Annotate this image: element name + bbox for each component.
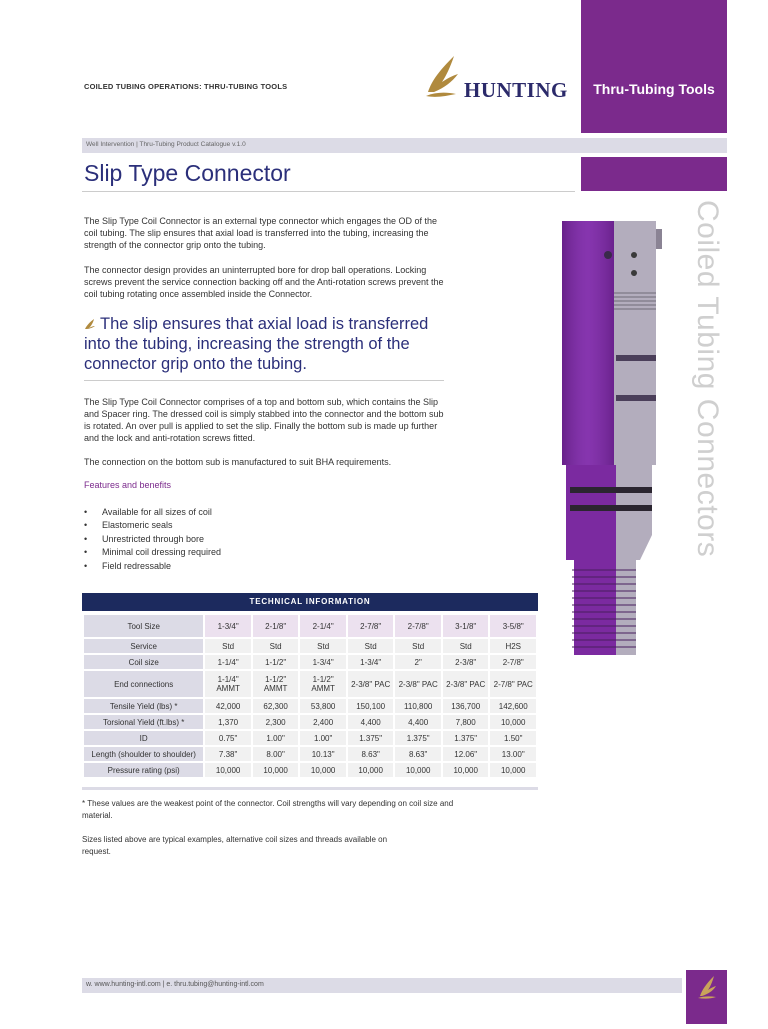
side-title: [690, 200, 730, 580]
table-cell: 3-5/8": [490, 615, 536, 637]
page-title: Slip Type Connector: [84, 160, 291, 186]
pull-quote: The slip ensures that axial load is transferred into the tubing, increasing the strength of the connector grip onto the tubing.: [84, 315, 429, 373]
footer-contact: w. www.hunting-intl.com | e. thru.tubing@hunting-intl.com: [86, 981, 264, 988]
row-label: Service: [84, 639, 203, 653]
table-cell: 1.375": [395, 731, 441, 745]
table-cell: 1-1/4" AMMT: [205, 671, 251, 697]
table-cell: 10,000: [300, 763, 346, 777]
bird-footer-icon: [686, 970, 727, 1024]
row-label: Coil size: [84, 655, 203, 669]
table-cell: 10.13": [300, 747, 346, 761]
table-cell: 1.375": [348, 731, 394, 745]
table-cell: 136,700: [443, 699, 489, 713]
table-cell: 2-7/8" PAC: [490, 671, 536, 697]
table-cell: Std: [443, 639, 489, 653]
slip-connector-illustration: [556, 215, 666, 660]
table-cell: 2-3/8" PAC: [443, 671, 489, 697]
table-cell: 1-3/4": [205, 615, 251, 637]
purple-accent-block: [581, 157, 727, 191]
table-cell: 2-1/8": [253, 615, 299, 637]
footnote: * These values are the weakest point of the connector. Coil strengths will vary depending on coil size and material.: [82, 799, 454, 820]
hunting-logo: [422, 52, 572, 100]
table-cell: 8.63": [395, 747, 441, 761]
table-cell: 1-1/2" AMMT: [300, 671, 346, 697]
table-cell: 1-1/2" AMMT: [253, 671, 299, 697]
sizes-note: Sizes listed above are typical examples, alternative coil sizes and threads available on request.: [82, 835, 388, 856]
breadcrumb: Well Intervention | Thru-Tubing Product Catalogue v.1.0: [86, 141, 246, 148]
table-cell: 10,000: [395, 763, 441, 777]
features-heading: Features and benefits: [84, 480, 172, 490]
table-cell: 10,000: [443, 763, 489, 777]
technical-table: [82, 613, 538, 779]
table-row: [84, 747, 536, 761]
bird-logo-icon: [422, 52, 464, 100]
row-label: Pressure rating (psi): [84, 763, 203, 777]
table-cell: 10,000: [205, 763, 251, 777]
table-cell: 1-3/4": [348, 655, 394, 669]
table-cell: 2,300: [253, 715, 299, 729]
row-label: Tensile Yield (lbs) *: [84, 699, 203, 713]
side-title-text: Coiled Tubing Connectors: [691, 200, 724, 558]
table-cell: 2-7/8": [348, 615, 394, 637]
table-cell: 10,000: [253, 763, 299, 777]
table-heading: TECHNICAL INFORMATION: [82, 593, 538, 611]
table-cell: Std: [205, 639, 251, 653]
table-row: [84, 655, 536, 669]
table-cell: 2-3/8": [443, 655, 489, 669]
table-cell: 2-7/8": [395, 615, 441, 637]
quote-divider: [84, 380, 444, 381]
table-row: [84, 671, 536, 697]
table-cell: 10,000: [490, 763, 536, 777]
table-cell: 12.06": [443, 747, 489, 761]
table-cell: 2-3/8" PAC: [395, 671, 441, 697]
footer-tab: [686, 970, 727, 1024]
table-cell: Std: [348, 639, 394, 653]
table-row: [84, 699, 536, 713]
table-row: [84, 763, 536, 777]
table-cell: 8.00": [253, 747, 299, 761]
table-cell: 62,300: [253, 699, 299, 713]
table-cell: 1.50": [490, 731, 536, 745]
row-label: Torsional Yield (ft.lbs) *: [84, 715, 203, 729]
table-cell: Std: [253, 639, 299, 653]
table-cell: 8.63": [348, 747, 394, 761]
table-cell: 2,400: [300, 715, 346, 729]
table-cell: 0.75": [205, 731, 251, 745]
section-tab-label: Thru-Tubing Tools: [593, 81, 715, 97]
table-cell: 1-1/2": [253, 655, 299, 669]
logo-text: HUNTING: [464, 78, 568, 102]
table-cell: 4,400: [395, 715, 441, 729]
intro-paragraph-1: The Slip Type Coil Connector is an external type connector which engages the OD of the coil tubing. The slip ensures that axial load is transferred into the tubing, increasing the strength of the connector grip onto the tubing.: [84, 216, 438, 250]
series-title: COILED TUBING OPERATIONS: THRU-TUBING TOOLS: [84, 82, 288, 91]
table-cell: 2": [395, 655, 441, 669]
table-cell: 1.00": [300, 731, 346, 745]
list-item: • Unrestricted through bore: [84, 533, 221, 546]
body-paragraph-1: The Slip Type Coil Connector comprises of a top and bottom sub, which contains the Slip and Spacer ring. The dressed coil is simply stabbed into the connector and the bottom sub is rotated. An over pull is applied to set the slip. Finally the bottom sub is made up further and the lock and anti-rotation screws fitted.: [84, 397, 444, 443]
table-cell: 1-1/4": [205, 655, 251, 669]
list-item: • Available for all sizes of coil: [84, 506, 221, 519]
title-divider: [82, 191, 575, 192]
table-cell: 3-1/8": [443, 615, 489, 637]
table-cell: 7.38": [205, 747, 251, 761]
table-cell: H2S: [490, 639, 536, 653]
table-cell: 2-3/8" PAC: [348, 671, 394, 697]
row-label: End connections: [84, 671, 203, 697]
body-paragraph-2: The connection on the bottom sub is manufactured to suit BHA requirements.: [84, 457, 392, 467]
row-label: ID: [84, 731, 203, 745]
table-cell: 1-3/4": [300, 655, 346, 669]
breadcrumb-band: [82, 138, 727, 153]
table-cell: 1.00": [253, 731, 299, 745]
table-cell: 53,800: [300, 699, 346, 713]
list-item: • Minimal coil dressing required: [84, 546, 221, 559]
table-cell: 142,600: [490, 699, 536, 713]
table-cell: 110,800: [395, 699, 441, 713]
table-cell: 4,400: [348, 715, 394, 729]
intro-paragraph-2: The connector design provides an uninterrupted bore for drop ball operations. Locking screws prevent the service connection backing off and the Anti-rotation screws prevent the coil tubing rotating once assembled inside the Connector.: [84, 265, 444, 299]
table-cell: 13.00": [490, 747, 536, 761]
table-cell: 10,000: [348, 763, 394, 777]
table-footer-band: [82, 787, 538, 790]
table-cell: 2-1/4": [300, 615, 346, 637]
features-list: [84, 506, 221, 573]
table-cell: 10,000: [490, 715, 536, 729]
table-cell: 2-7/8": [490, 655, 536, 669]
table-row: [84, 615, 536, 637]
table-cell: 150,100: [348, 699, 394, 713]
section-tab: [581, 0, 727, 133]
list-item: • Elastomeric seals: [84, 519, 221, 532]
table-cell: 1.375": [443, 731, 489, 745]
row-label: Tool Size: [84, 615, 203, 637]
bird-quote-icon: [84, 318, 96, 330]
table-cell: 1,370: [205, 715, 251, 729]
table-row: [84, 639, 536, 653]
row-label: Length (shoulder to shoulder): [84, 747, 203, 761]
table-cell: 7,800: [443, 715, 489, 729]
table-row: [84, 731, 536, 745]
list-item: • Field redressable: [84, 560, 221, 573]
table-cell: Std: [300, 639, 346, 653]
footer-band: [82, 978, 682, 993]
table-row: [84, 715, 536, 729]
table-cell: Std: [395, 639, 441, 653]
table-cell: 42,000: [205, 699, 251, 713]
